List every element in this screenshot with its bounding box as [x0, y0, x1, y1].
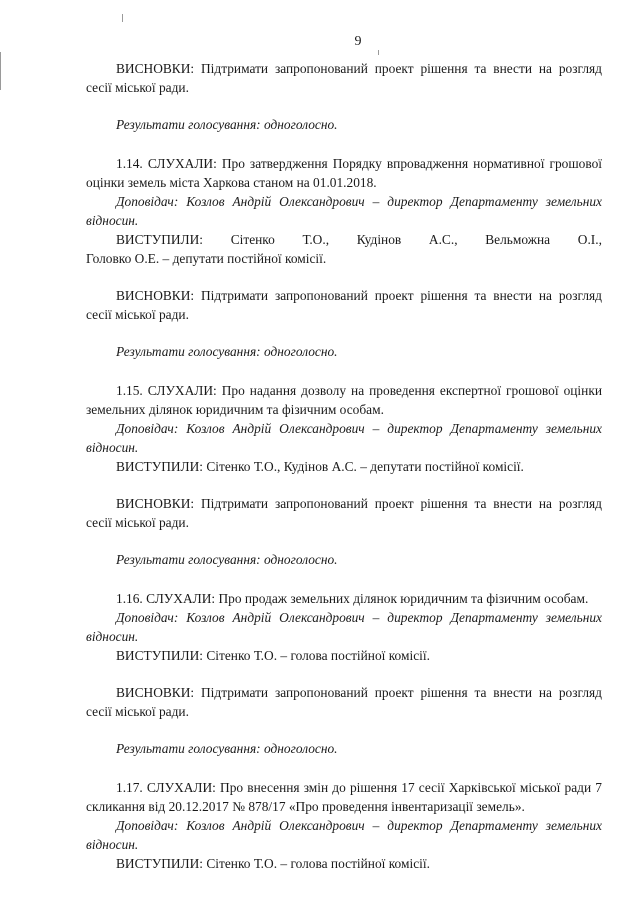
speakers-line: [86, 230, 602, 249]
conclusion-label: ВИСНОВКИ:: [116, 496, 195, 511]
spoke-text: Сітенко Т.О., Кудінов А.С. – депутати постійної комісії.: [203, 459, 524, 474]
speakers-line: [86, 457, 602, 476]
speaker-line: Доповідач: Козлов Андрій Олександрович – директор Департаменту земельних відносин.: [86, 194, 602, 228]
heard-text: Про внесення змін до рішення 17 сесії Харківської міської ради 7 скликання від 20.12.2017 № 878/17 «Про проведення інвентаризації земель».: [86, 780, 602, 814]
spoke-label: ВИСТУПИЛИ:: [116, 232, 204, 247]
spoke-continuation: Головко О.Е. – депутати постійної комісії.: [86, 251, 327, 266]
scan-mark: [378, 50, 379, 55]
conclusion: [86, 494, 602, 532]
conclusion-label: ВИСНОВКИ:: [116, 288, 195, 303]
conclusion-label: ВИСНОВКИ:: [116, 61, 195, 76]
voting-result: Результати голосування: одноголосно.: [116, 117, 338, 132]
conclusion: [86, 286, 602, 324]
speaker-name-part: Сітенко: [230, 232, 275, 247]
conclusion-text: Підтримати запропонований проект рішення та внести на розгляд сесії міської ради.: [86, 496, 602, 530]
conclusion: [86, 683, 602, 721]
agenda-item-heard: [86, 589, 602, 608]
speaker-name-part: А.С.,: [428, 232, 458, 247]
page-number: 9: [354, 34, 362, 49]
spoke-label: ВИСТУПИЛИ:: [116, 856, 204, 871]
heard-text: Про затвердження Порядку впровадження нормативної грошової оцінки земель міста Харкова станом на 01.01.2018.: [86, 156, 602, 190]
heard-label: 1.16. СЛУХАЛИ:: [116, 591, 216, 606]
heard-label: 1.15. СЛУХАЛИ:: [116, 383, 217, 398]
speakers-line: [86, 646, 602, 665]
heard-label: 1.17. СЛУХАЛИ:: [116, 780, 216, 795]
speaker-line: Доповідач: Козлов Андрій Олександрович – директор Департаменту земельних відносин.: [86, 421, 602, 455]
speakers-block: [86, 230, 602, 268]
spoke-label: ВИСТУПИЛИ:: [116, 459, 204, 474]
scan-mark: [122, 14, 123, 22]
speaker-line: Доповідач: Козлов Андрій Олександрович – директор Департаменту земельних відносин.: [86, 818, 602, 852]
heard-text: Про надання дозволу на проведення експертної грошової оцінки земельних ділянок юридичним та фізичним особам.: [86, 383, 602, 417]
agenda-item-heard: [86, 778, 602, 816]
spoke-label: ВИСТУПИЛИ:: [116, 648, 204, 663]
conclusion-text: Підтримати запропонований проект рішення та внести на розгляд сесії міської ради.: [86, 685, 602, 719]
spoke-text: Сітенко Т.О. – голова постійної комісії.: [203, 856, 430, 871]
document-body: [86, 59, 602, 873]
voting-result: Результати голосування: одноголосно.: [116, 741, 338, 756]
voting-result: Результати голосування: одноголосно.: [116, 344, 338, 359]
speaker-name-part: О.І.,: [577, 232, 602, 247]
speakers-line: [86, 854, 602, 873]
speaker-line: Доповідач: Козлов Андрій Олександрович – директор Департаменту земельних відносин.: [86, 610, 602, 644]
conclusion: [86, 59, 602, 97]
heard-text: Про продаж земельних ділянок юридичним та фізичним особам.: [215, 591, 589, 606]
agenda-item-heard: [86, 154, 602, 192]
scan-mark: [0, 52, 1, 90]
speaker-name-part: Вельможна: [485, 232, 551, 247]
agenda-item-heard: [86, 381, 602, 419]
spoke-text: Сітенко Т.О. – голова постійної комісії.: [203, 648, 430, 663]
heard-label: 1.14. СЛУХАЛИ:: [116, 156, 217, 171]
conclusion-text: Підтримати запропонований проект рішення та внести на розгляд сесії міської ради.: [86, 61, 602, 95]
conclusion-label: ВИСНОВКИ:: [116, 685, 195, 700]
voting-result: Результати голосування: одноголосно.: [116, 552, 338, 567]
speakers-continuation: [86, 249, 602, 268]
speaker-name-part: Кудінов: [356, 232, 402, 247]
speaker-name-part: Т.О.,: [302, 232, 330, 247]
conclusion-text: Підтримати запропонований проект рішення та внести на розгляд сесії міської ради.: [86, 288, 602, 322]
